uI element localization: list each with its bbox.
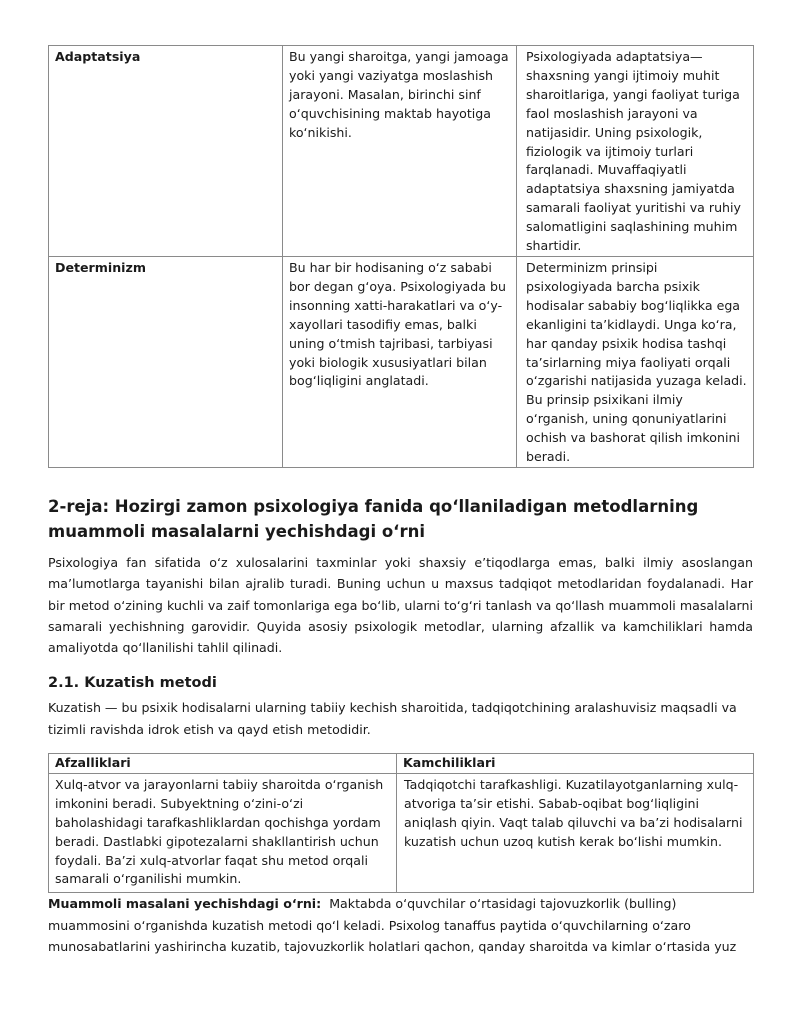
definitions-table <box>48 45 754 468</box>
term-cell: Adaptatsiya <box>49 46 283 257</box>
problem-role-paragraph <box>48 893 753 958</box>
table-header-row <box>49 754 754 774</box>
subsection-heading: 2.1. Kuzatish metodi <box>48 675 217 692</box>
subsection-definition: Kuzatish — bu psixik hodisalarni ularning tabiiy kechish sharoitida, tadqiqotchining aralashuvisiz maqsadli va tizimli ravishda idrok etish va qayd etish metodidir. <box>48 700 737 737</box>
definition-cell: Bu yangi sharoitga, yangi jamoaga yoki yangi vaziyatga moslashish jarayoni. Masalan, birinchi sinf o‘quvchisining maktab hayotiga ko‘nikishi. <box>283 46 517 257</box>
table-row <box>49 773 754 892</box>
explanation-cell: Determinizm prinsipi psixologiyada barcha psixik hodisalar sababiy bog‘liqlikka ega ekanligini ta’kidlaydi. Unga ko‘ra, har qanday psixik hodisa tashqi ta’sirlarning miya faoliyati orqali o‘zgarishi natijasida yuzaga keladi. Bu prinsip psixikani ilmiy o‘rganish, uning qonuniyatlarini ochish va bashorat qilish imkonini beradi. <box>517 256 754 467</box>
term-cell: Determinizm <box>49 256 283 467</box>
pros-cons-table <box>48 753 754 893</box>
definition-cell: Bu har bir hodisaning o‘z sababi bor degan g‘oya. Psixologiyada bu insonning xatti-harakatlari va o‘y-xayollari tasodifiy emas, balki uning o‘tmish tajribasi, tarbiyasi yoki biologik xususiyatlari bilan bog‘liqligini anglatadi. <box>283 256 517 467</box>
cons-header: Kamchiliklari <box>397 754 754 774</box>
section-heading: 2-reja: Hozirgi zamon psixologiya fanida qo‘llaniladigan metodlarning muammoli masalalarni yechishdagi o‘rni <box>48 496 699 541</box>
cons-cell: Tadqiqotchi tarafkashligi. Kuzatilayotganlarning xulq-atvoriga ta’sir etishi. Sabab-oqibat bog‘liqligini aniqlash qiyin. Vaqt talab qiluvchi va ba’zi hodisalarni kuzatish uchun uzoq kutish kerak bo‘lishi mumkin. <box>397 773 754 892</box>
pros-header: Afzalliklari <box>49 754 397 774</box>
explanation-cell: Psixologiyada adaptatsiya—shaxsning yangi ijtimoiy muhit sharoitlariga, yangi faoliyat turiga faol moslashish jarayoni va natijasidir. Uning psixologik, fiziologik va ijtimoiy turlari farqlanadi. Muvaffaqiyatli adaptatsiya shaxsning jamiyatda samarali faoliyat yuritishi va ruhiy salomatligini saqlashining muhim shartidir. <box>517 46 754 257</box>
problem-role-label: Muammoli masalani yechishdagi o‘rni: <box>48 896 322 912</box>
table-row <box>49 46 754 257</box>
table-row <box>49 256 754 467</box>
problem-role-text: Maktabda o‘quvchilar o‘rtasidagi tajovuzkorlik (bulling) muammosini o‘rganishda kuzatish metodi qo‘l keladi. Psixolog tanaffus paytida o‘quvchilarning o‘zaro munosabatlarini yashirincha kuzatib, tajovuzkorlik holatlari qachon, qanday sharoitda va kimlar o‘rtasida yuz <box>48 896 737 955</box>
section-intro: Psixologiya fan sifatida o‘z xulosalarini taxminlar yoki shaxsiy e’tiqodlarga emas, balki ilmiy asoslangan ma’lumotlarga tayanishi bilan ajralib turadi. Buning uchun u maxsus tadqiqot metodlaridan foydalanadi. Har bir metod o‘zining kuchli va zaif tomonlariga ega bo‘lib, ularni to‘g‘ri tanlash va qo‘llash muammoli masalalarni samarali yechishning garovidir. Quyida asosiy psixologik metodlar, ularning afzallik va kamchiliklari hamda amaliyotda qo‘llanilishi tahlil qilinadi. <box>48 554 753 656</box>
document-page <box>48 45 753 958</box>
pros-cell: Xulq-atvor va jarayonlarni tabiiy sharoitda o‘rganish imkonini beradi. Subyektning o‘zini-o‘zi baholashidagi tarafkashliklardan qochishga yordam beradi. Dastlabki gipotezalarni shakllantirish uchun foydali. Ba’zi xulq-atvorlar faqat shu metod orqali samarali o‘rganilishi mumkin. <box>49 773 397 892</box>
